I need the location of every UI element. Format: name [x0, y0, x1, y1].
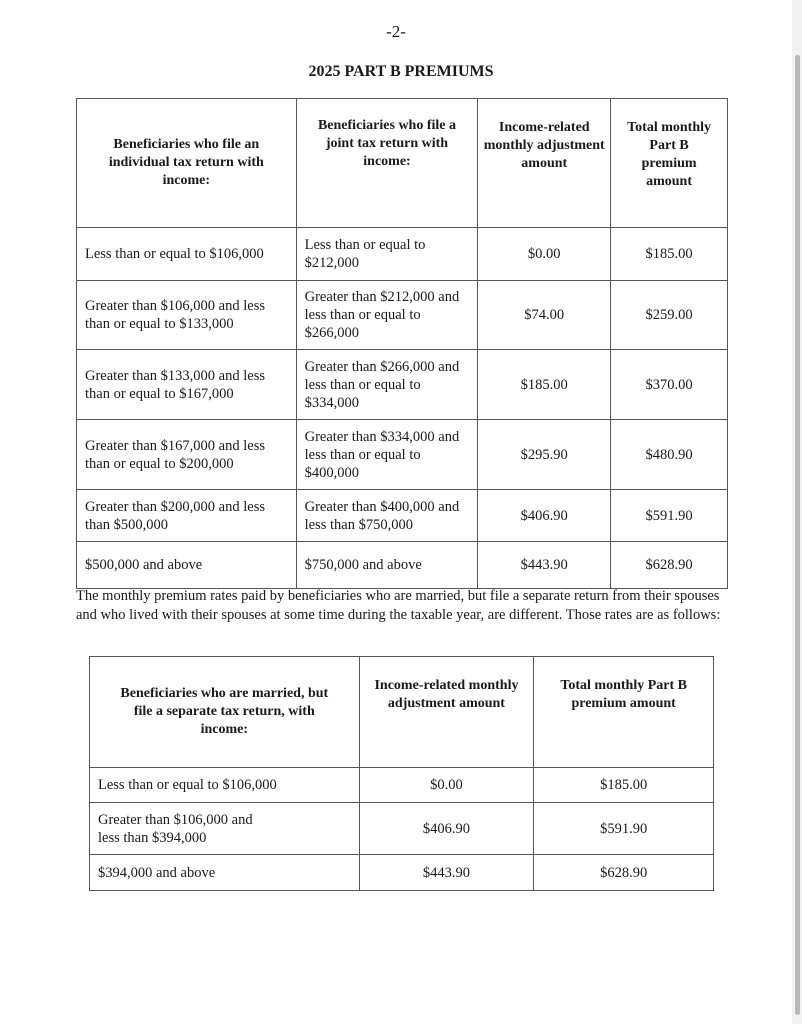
premium-cell: $370.00 [611, 350, 728, 420]
individual-income-cell: $500,000 and above [77, 542, 297, 589]
header-total: Total monthly Part B premium amount [611, 99, 728, 228]
document-title: 2025 PART B PREMIUMS [308, 63, 494, 80]
header-married-separate: Beneficiaries who are married, but file a separate tax return, with income: [90, 657, 360, 768]
adjustment-cell: $406.90 [478, 490, 611, 542]
adjustment-cell: $74.00 [478, 281, 611, 350]
individual-income-cell: Greater than $106,000 and less than or equal to $133,000 [77, 281, 297, 350]
joint-income-cell: Greater than $400,000 and less than $750,000 [296, 490, 478, 542]
individual-income-cell: Greater than $133,000 and less than or equal to $167,000 [77, 350, 297, 420]
premium-cell: $628.90 [534, 855, 714, 891]
premiums-table [76, 98, 728, 589]
page-number: -2- [386, 22, 406, 41]
income-cell: Less than or equal to $106,000 [90, 768, 360, 803]
premium-cell: $480.90 [611, 420, 728, 490]
header-joint: Beneficiaries who file a joint tax return with income: [296, 99, 478, 228]
table-row [90, 768, 714, 803]
joint-income-cell: Greater than $334,000 and less than or equal to $400,000 [296, 420, 478, 490]
separate-return-paragraph: The monthly premium rates paid by beneficiaries who are married, but file a separate return from their spouses and who lived with their spouses at some time during the taxable year, are different. Those rates are as follows: [76, 588, 721, 623]
joint-income-cell: Greater than $212,000 and less than or equal to $266,000 [296, 281, 478, 350]
scrollbar[interactable] [795, 55, 800, 1015]
individual-income-cell: Greater than $167,000 and less than or equal to $200,000 [77, 420, 297, 490]
table-row [77, 420, 728, 490]
joint-income-cell: Greater than $266,000 and less than or equal to $334,000 [296, 350, 478, 420]
header-irmaa: Income-related monthly adjustment amount [359, 657, 534, 768]
table-row [77, 350, 728, 420]
header-individual: Beneficiaries who file an individual tax return with income: [77, 99, 297, 228]
table-header-row [77, 99, 728, 228]
adjustment-cell: $0.00 [478, 228, 611, 281]
adjustment-cell: $0.00 [359, 768, 534, 803]
separate-return-table [89, 656, 714, 891]
premium-cell: $591.90 [534, 803, 714, 855]
adjustment-cell: $443.90 [478, 542, 611, 589]
premium-cell: $628.90 [611, 542, 728, 589]
table-row [77, 490, 728, 542]
adjustment-cell: $406.90 [359, 803, 534, 855]
adjustment-cell: $443.90 [359, 855, 534, 891]
header-total: Total monthly Part B premium amount [534, 657, 714, 768]
header-irmaa: Income-related monthly adjustment amount [478, 99, 611, 228]
table-row [90, 855, 714, 891]
joint-income-cell: Less than or equal to $212,000 [296, 228, 478, 281]
premium-cell: $259.00 [611, 281, 728, 350]
premium-cell: $591.90 [611, 490, 728, 542]
individual-income-cell: Greater than $200,000 and less than $500,000 [77, 490, 297, 542]
income-cell: $394,000 and above [90, 855, 360, 891]
adjustment-cell: $295.90 [478, 420, 611, 490]
individual-income-cell: Less than or equal to $106,000 [77, 228, 297, 281]
premium-cell: $185.00 [611, 228, 728, 281]
table-row [77, 542, 728, 589]
table-row [90, 803, 714, 855]
joint-income-cell: $750,000 and above [296, 542, 478, 589]
income-cell: Greater than $106,000 and less than $394,000 [90, 803, 360, 855]
table-row [77, 228, 728, 281]
adjustment-cell: $185.00 [478, 350, 611, 420]
table-header-row [90, 657, 714, 768]
table-row [77, 281, 728, 350]
premium-cell: $185.00 [534, 768, 714, 803]
